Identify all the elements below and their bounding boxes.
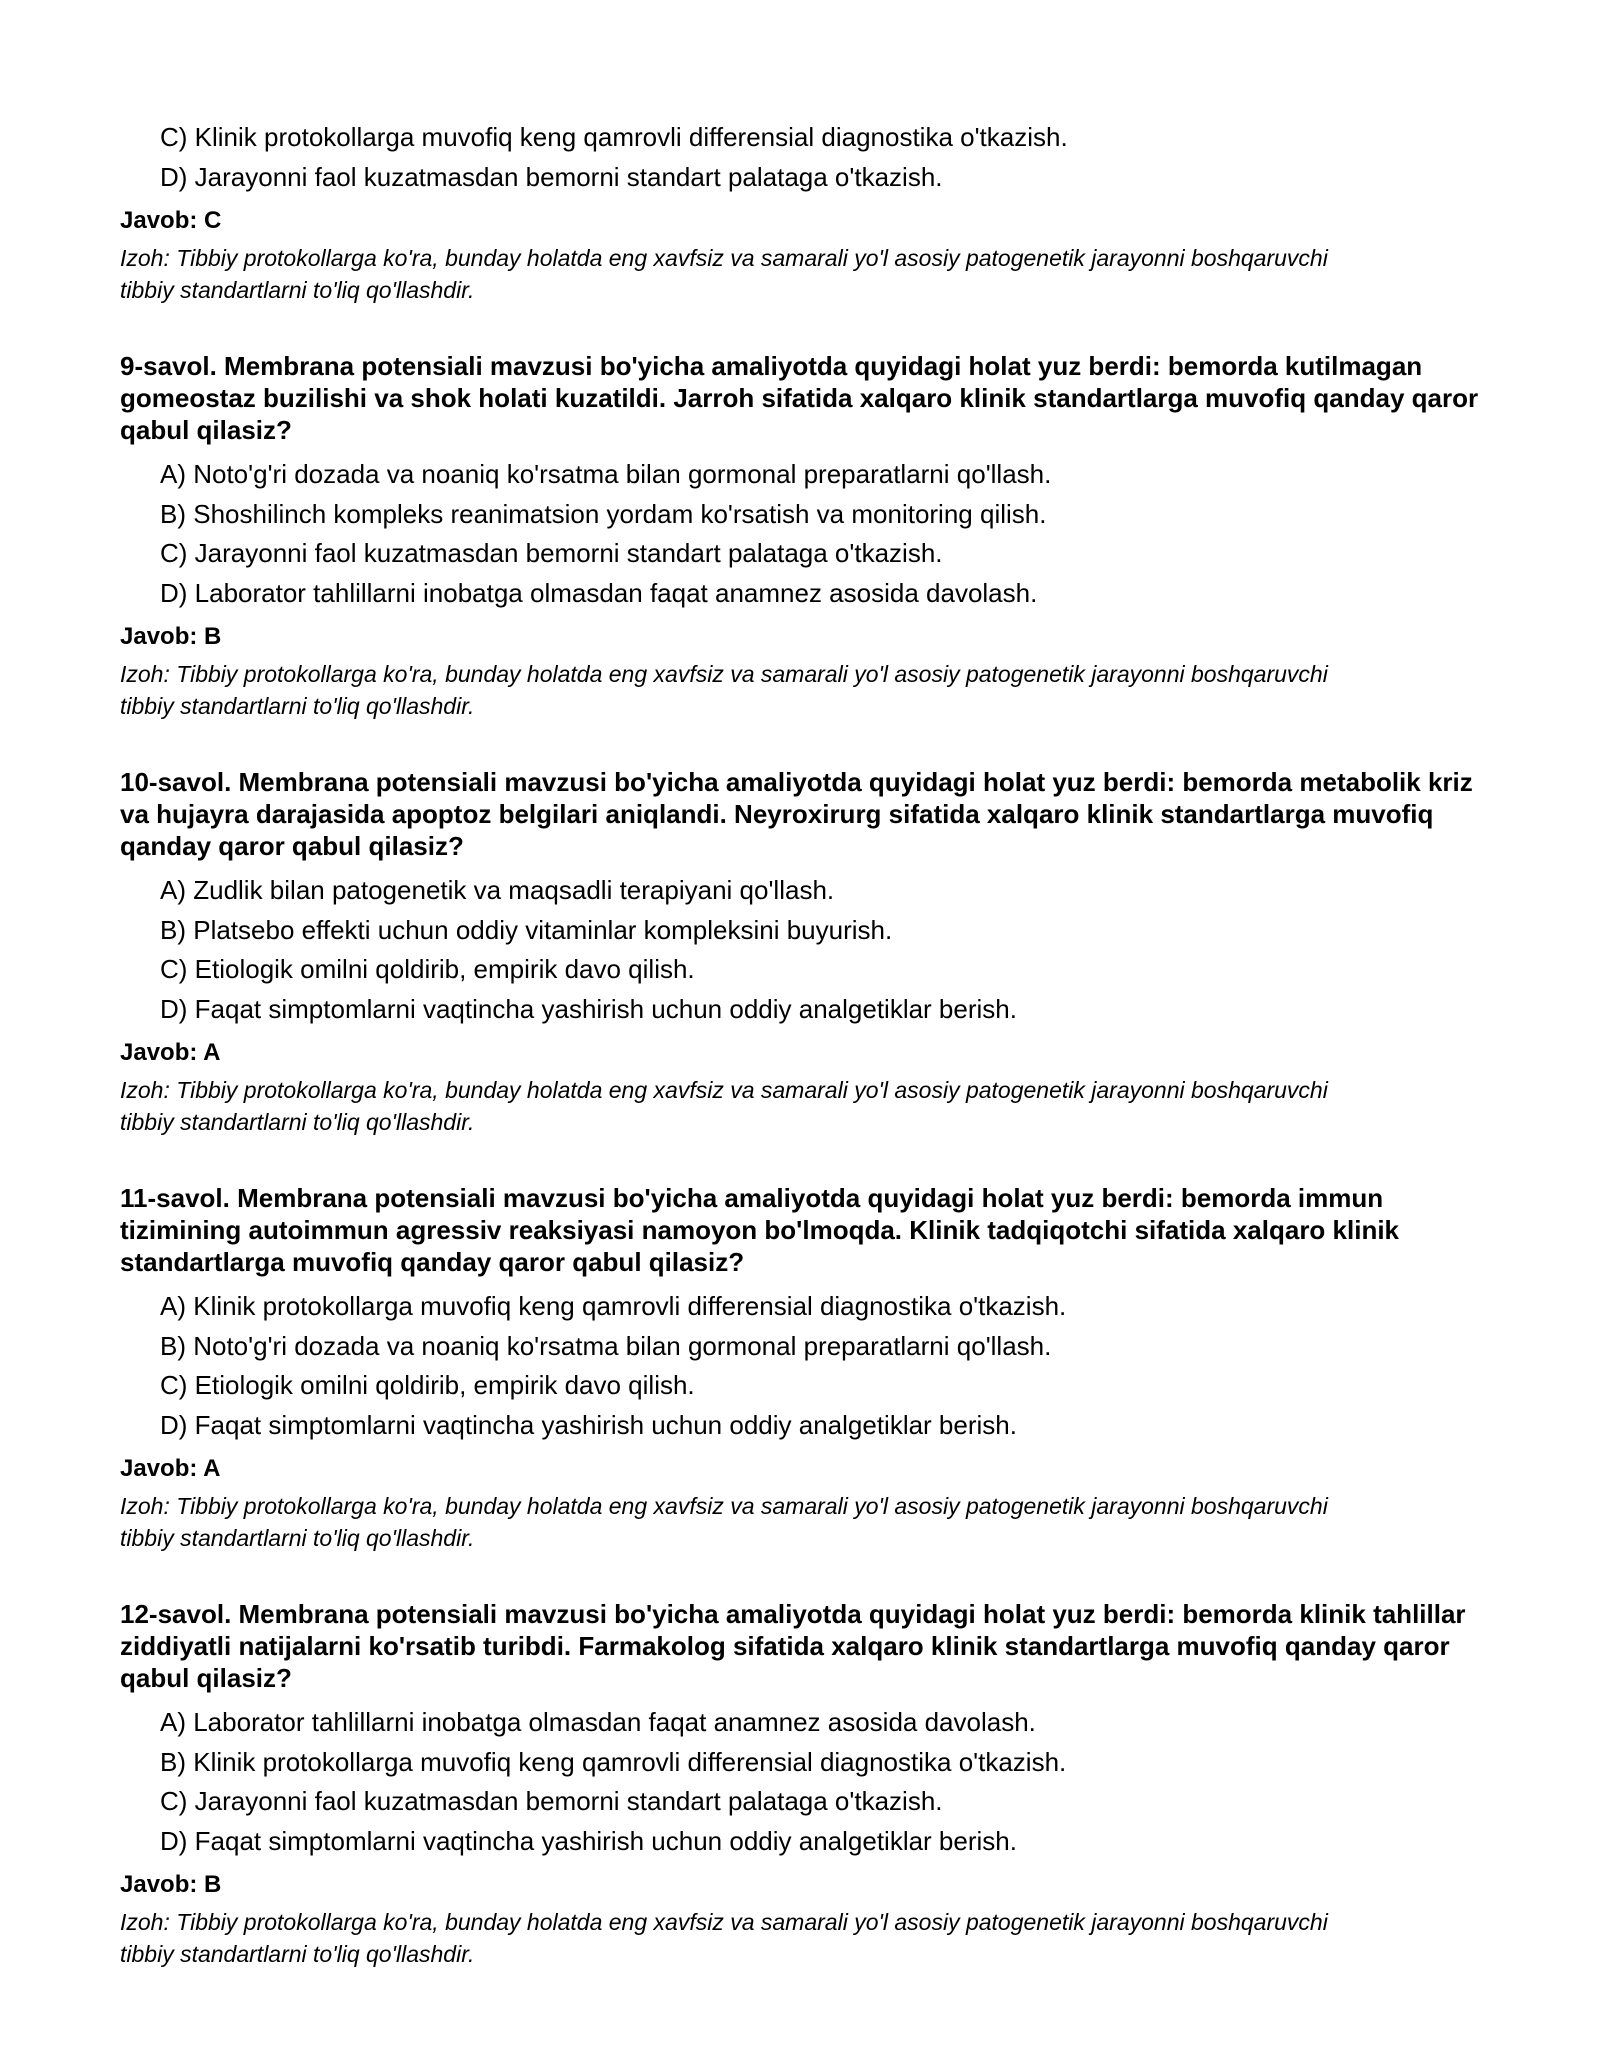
answer-label: Javob: B [120, 1871, 222, 1898]
option-b: B) Klinik protokollarga muvofiq keng qamrovli differensial diagnostika o'tkazish. [160, 1746, 1067, 1777]
explanation-note: Izoh: Tibbiy protokollarga ko'ra, bunday holatda eng xavfsiz va samarali yo'l asosiy patogenetik jarayonni boshqaruvchi tibbiy standartlarni to'liq qo'llashdir. [120, 1077, 1328, 1135]
option-c: C) Klinik protokollarga muvofiq keng qamrovli differensial diagnostika o'tkazish. [160, 122, 1068, 152]
question-10 [120, 766, 1500, 1138]
explanation-note: Izoh: Tibbiy protokollarga ko'ra, bunday holatda eng xavfsiz va samarali yo'l asosiy patogenetik jarayonni boshqaruvchi tibbiy standartlarni to'liq qo'llashdir. [120, 1909, 1328, 1967]
option-c: C) Jarayonni faol kuzatmasdan bemorni standart palataga o'tkazish. [160, 538, 943, 568]
explanation-note: Izoh: Tibbiy protokollarga ko'ra, bunday holatda eng xavfsiz va samarali yo'l asosiy patogenetik jarayonni boshqaruvchi tibbiy standartlarni to'liq qo'llashdir. [120, 1493, 1328, 1551]
option-a: A) Laborator tahlillarni inobatga olmasdan faqat anamnez asosida davolash. [160, 1707, 1036, 1737]
option-c: C) Etiologik omilni qoldirib, empirik davo qilish. [160, 954, 695, 984]
option-d: D) Jarayonni faol kuzatmasdan bemorni standart palataga o'tkazish. [160, 161, 943, 192]
question-12 [120, 1598, 1500, 1970]
question-9 [120, 350, 1500, 722]
option-d: D) Faqat simptomlarni vaqtincha yashirish uchun oddiy analgetiklar berish. [160, 1825, 1017, 1856]
question-8-continuation [120, 118, 1500, 306]
question-11 [120, 1182, 1500, 1554]
option-a: A) Zudlik bilan patogenetik va maqsadli terapiyani qo'llash. [160, 875, 835, 905]
option-d: D) Faqat simptomlarni vaqtincha yashirish uchun oddiy analgetiklar berish. [160, 1409, 1017, 1440]
answer-label: Javob: B [120, 623, 222, 650]
question-text: 12-savol. Membrana potensiali mavzusi bo'yicha amaliyotda quyidagi holat yuz berdi: bemorda klinik tahlillar ziddiyatli natijalarni ko'rsatib turibdi. Farmakolog sifatida xalqaro klinik standartlarga muvofiq qanday qaror qabul qilasiz? [120, 1599, 1466, 1693]
option-d: D) Faqat simptomlarni vaqtincha yashirish uchun oddiy analgetiklar berish. [160, 993, 1017, 1024]
option-b: B) Noto'g'ri dozada va noaniq ko'rsatma bilan gormonal preparatlarni qo'llash. [160, 1330, 1052, 1361]
answer-label: Javob: A [120, 1455, 221, 1482]
question-text: 9-savol. Membrana potensiali mavzusi bo'yicha amaliyotda quyidagi holat yuz berdi: bemorda kutilmagan gomeostaz buzilishi va shok holati kuzatildi. Jarroh sifatida xalqaro klinik standartlarga muvofiq qanday qaror qabul qilasiz? [120, 351, 1479, 445]
question-text: 11-savol. Membrana potensiali mavzusi bo'yicha amaliyotda quyidagi holat yuz berdi: bemorda immun tizimining autoimmun agressiv reaksiyasi namoyon bo'lmoqda. Klinik tadqiqotchi sifatida xalqaro klinik standartlarga muvofiq qanday qaror qabul qilasiz? [120, 1183, 1400, 1277]
option-b: B) Platsebo effekti uchun oddiy vitaminlar kompleksini buyurish. [160, 914, 893, 945]
option-a: A) Noto'g'ri dozada va noaniq ko'rsatma bilan gormonal preparatlarni qo'llash. [160, 459, 1052, 489]
option-c: C) Etiologik omilni qoldirib, empirik davo qilish. [160, 1370, 695, 1400]
question-text: 10-savol. Membrana potensiali mavzusi bo'yicha amaliyotda quyidagi holat yuz berdi: bemorda metabolik kriz va hujayra darajasida apoptoz belgilari aniqlandi. Neyroxirurg sifatida xalqaro klinik standartlarga muvofiq qanday qaror qabul qilasiz? [120, 767, 1473, 861]
page-content [120, 118, 1500, 1970]
option-list [120, 118, 1500, 197]
explanation-note: Izoh: Tibbiy protokollarga ko'ra, bunday holatda eng xavfsiz va samarali yo'l asosiy patogenetik jarayonni boshqaruvchi tibbiy standartlarni to'liq qo'llashdir. [120, 245, 1328, 303]
option-c: C) Jarayonni faol kuzatmasdan bemorni standart palataga o'tkazish. [160, 1786, 943, 1816]
option-a: A) Klinik protokollarga muvofiq keng qamrovli differensial diagnostika o'tkazish. [160, 1291, 1067, 1321]
option-d: D) Laborator tahlillarni inobatga olmasdan faqat anamnez asosida davolash. [160, 577, 1038, 608]
answer-label: Javob: C [120, 207, 222, 234]
explanation-note: Izoh: Tibbiy protokollarga ko'ra, bunday holatda eng xavfsiz va samarali yo'l asosiy patogenetik jarayonni boshqaruvchi tibbiy standartlarni to'liq qo'llashdir. [120, 661, 1328, 719]
option-b: B) Shoshilinch kompleks reanimatsion yordam ko'rsatish va monitoring qilish. [160, 498, 1047, 529]
answer-label: Javob: A [120, 1039, 221, 1066]
